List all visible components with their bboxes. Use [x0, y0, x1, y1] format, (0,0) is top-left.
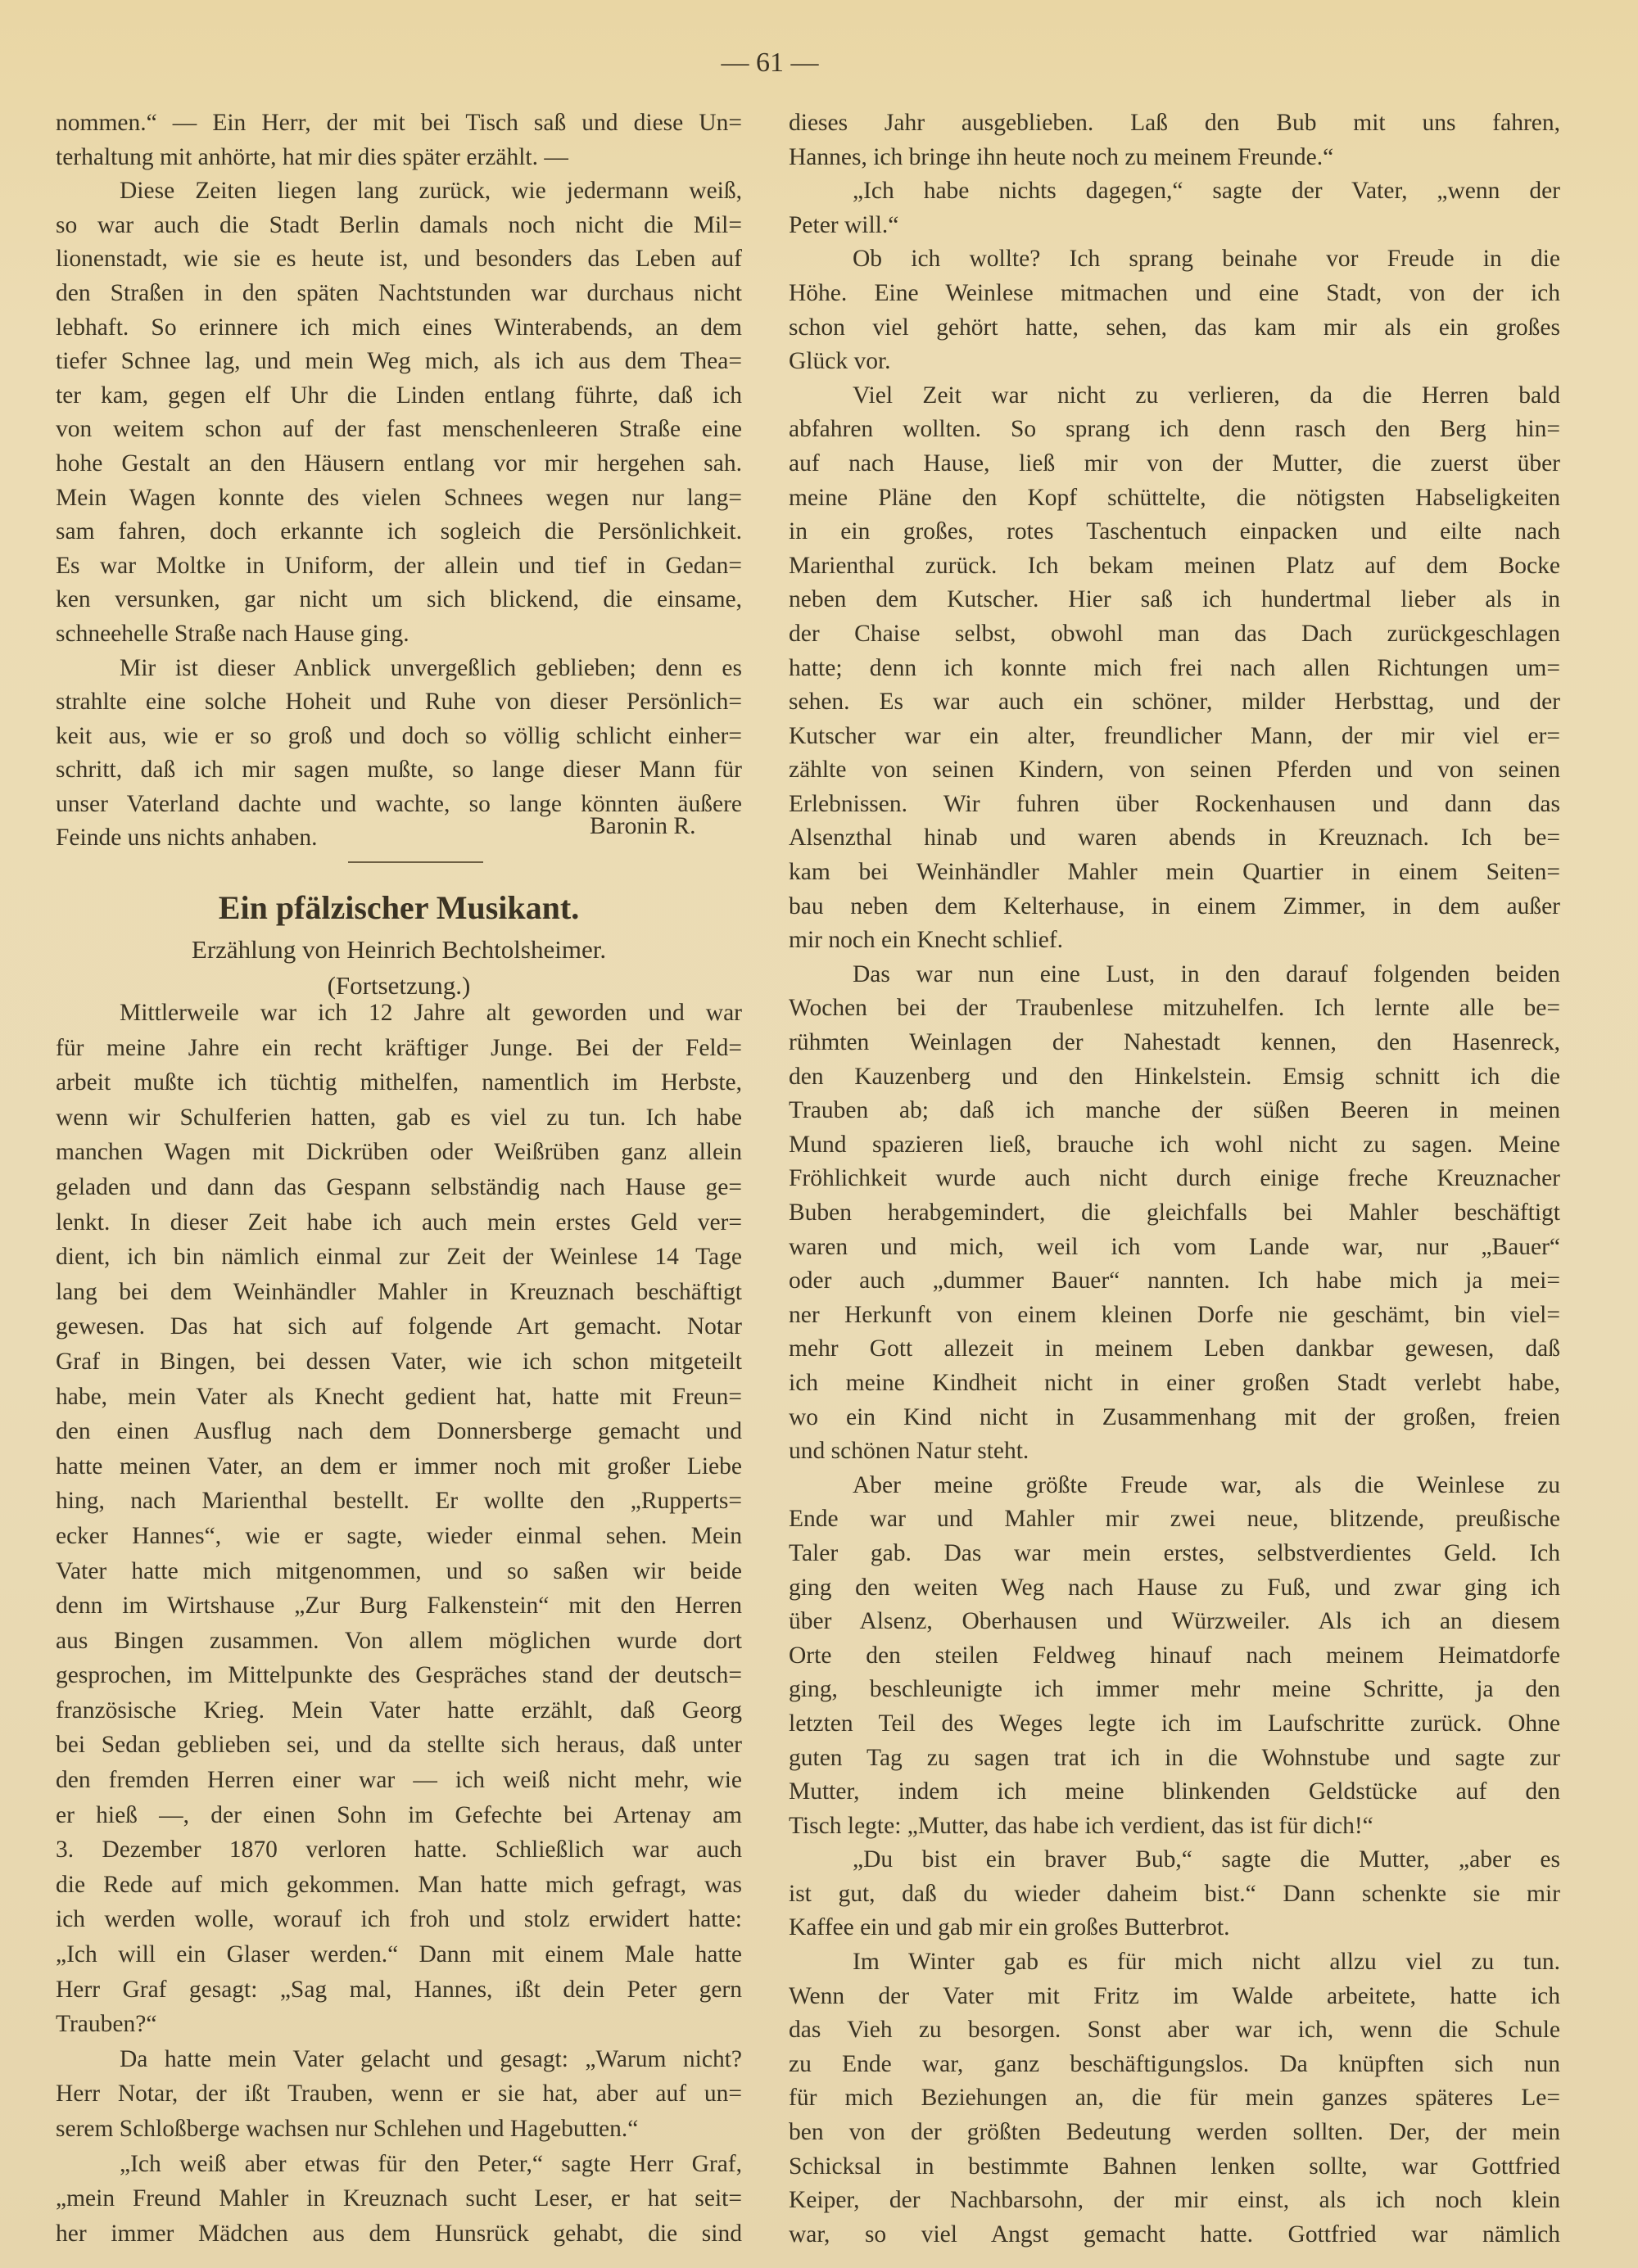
- text-line: Orte den steilen Feldweg hinauf nach meinem Heimatdorfe: [789, 1642, 1560, 1669]
- text-line: für meine Jahre ein recht kräftiger Junge. Bei der Feld=: [56, 1034, 742, 1061]
- text-line: hing, nach Marienthal bestellt. Er wollte den „Rupperts=: [56, 1488, 742, 1515]
- text-line: lenkt. In dieser Zeit habe ich auch mein erstes Geld ver=: [56, 1209, 742, 1236]
- text-line: strahlte eine solche Hoheit und Ruhe von dieser Persönlich=: [56, 689, 742, 716]
- text-line: Diese Zeiten liegen lang zurück, wie jedermann weiß,: [120, 178, 742, 205]
- text-line: ben von der größten Bedeutung werden sollten. Der, der mein: [789, 2119, 1560, 2146]
- text-line: der Chaise selbst, obwohl man das Dach zurückgeschlagen: [789, 620, 1560, 647]
- article-title: Ein pfälzischer Musikant.: [218, 889, 580, 926]
- text-line: Mein Wagen konnte des vielen Schnees wegen nur lang=: [56, 484, 742, 511]
- text-line: den fremden Herren einer war — ich weiß nicht mehr, wie: [56, 1767, 742, 1794]
- text-line: sam fahren, doch erkannte ich sogleich die Persönlichkeit.: [56, 518, 742, 545]
- text-line: kam bei Weinhändler Mahler mein Quartier in einem Seiten=: [789, 859, 1560, 886]
- text-line: Feinde uns nichts anhaben.: [56, 825, 318, 852]
- text-line: geladen und dann das Gespann selbständig nach Hause ge=: [56, 1173, 742, 1200]
- text-line: hatte meinen Vater, an dem er immer noch mit großer Liebe: [56, 1453, 742, 1480]
- text-line: den einen Ausflug nach dem Donnersberge gemacht und: [56, 1418, 742, 1445]
- text-line: Kaffee ein und gab mir ein großes Butterbrot.: [789, 1914, 1230, 1941]
- text-line: letzten Teil des Weges legte ich im Laufschritte zurück. Ohne: [789, 1710, 1560, 1737]
- text-line: französische Krieg. Mein Vater hatte erzählt, daß Georg: [56, 1696, 742, 1724]
- text-line: „Ich will ein Glaser werden.“ Dann mit einem Male hatte: [56, 1941, 742, 1968]
- paragraph: [789, 242, 1560, 378]
- text-line: ken versunken, gar nicht um sich blickend, die einsame,: [56, 586, 742, 613]
- text-line: Mund spazieren ließ, brauche ich wohl nicht zu sagen. Meine: [789, 1131, 1560, 1158]
- text-line: unser Vaterland dachte und wachte, so lange könnten äußere: [56, 790, 742, 817]
- text-line: den Kauzenberg und den Hinkelstein. Emsig schnitt ich die: [789, 1063, 1560, 1090]
- text-line: Graf in Bingen, bei dessen Vater, wie ich schon mitgeteilt: [56, 1348, 742, 1375]
- paragraph: [56, 2042, 742, 2147]
- text-line: für mich Beziehungen an, die für mein ganzes späteres Le=: [789, 2085, 1560, 2112]
- left-column-top: [56, 106, 742, 856]
- text-line: ging den weiten Weg nach Hause zu Fuß, und zwar ging ich: [789, 1574, 1560, 1601]
- signature: Baronin R.: [590, 813, 696, 839]
- paragraph: [789, 1469, 1560, 1844]
- text-line: Es war Moltke in Uniform, der allein und tief in Gedan=: [56, 552, 742, 579]
- text-line: serem Schloßberge wachsen nur Schlehen und Hagebutten.“: [56, 2116, 639, 2142]
- text-line: waren und mich, weil ich vom Lande war, nur „Bauer“: [789, 1233, 1560, 1260]
- text-line: ter kam, gegen elf Uhr die Linden entlang führte, daß ich: [56, 382, 742, 409]
- text-line: ging, beschleunigte ich immer mehr meine Schritte, ja den: [789, 1676, 1560, 1703]
- text-line: Alsenzthal hinab und waren abends in Kreuznach. Ich be=: [789, 825, 1560, 852]
- continuation-note: (Fortsetzung.): [327, 971, 471, 1000]
- text-line: dient, ich bin nämlich einmal zur Zeit der Weinlese 14 Tage: [56, 1244, 742, 1271]
- text-line: Aber meine größte Freude war, als die Weinlese zu: [853, 1471, 1560, 1498]
- text-line: meine Pläne den Kopf schüttelte, die nötigsten Habseligkeiten: [789, 484, 1560, 511]
- paragraph: [56, 174, 742, 651]
- text-line: Taler gab. Das war mein erstes, selbstverdientes Geld. Ich: [789, 1539, 1560, 1566]
- text-line: gewesen. Das hat sich auf folgende Art gemacht. Notar: [56, 1313, 742, 1340]
- text-line: Fröhlichkeit wurde auch nicht durch einige freche Kreuznacher: [789, 1165, 1560, 1192]
- paragraph: [789, 958, 1560, 1469]
- text-line: so war auch die Stadt Berlin damals noch nicht die Mil=: [56, 211, 742, 238]
- text-line: wenn wir Schulferien hatten, gab es viel zu tun. Ich habe: [56, 1104, 742, 1131]
- text-line: Hannes, ich bringe ihn heute noch zu meinem Freunde.“: [789, 143, 1334, 170]
- text-line: Schicksal in bestimmte Bahnen lenken sollte, war Gottfried: [789, 2153, 1560, 2180]
- text-line: oder auch „dummer Bauer“ nannten. Ich habe mich ja mei=: [789, 1267, 1560, 1294]
- text-line: „Ich weiß aber etwas für den Peter,“ sagte Herr Graf,: [120, 2150, 742, 2177]
- text-line: über Alsenz, Oberhausen und Würzweiler. Als ich an diesem: [789, 1608, 1560, 1635]
- paragraph: [789, 174, 1560, 242]
- page-number: — 61 —: [721, 47, 819, 78]
- text-line: terhaltung mit anhörte, hat mir dies später erzählt. —: [56, 143, 568, 170]
- text-line: Herr Graf gesagt: „Sag mal, Hannes, ißt dein Peter gern: [56, 1976, 742, 2003]
- text-line: ist gut, daß du wieder daheim bist.“ Dann schenkte sie mir: [789, 1880, 1560, 1907]
- text-line: Erlebnissen. Wir fuhren über Rockenhausen und dann das: [789, 790, 1560, 817]
- text-line: Ob ich wollte? Ich sprang beinahe vor Freude in die: [853, 246, 1560, 273]
- text-line: Im Winter gab es für mich nicht allzu viel zu tun.: [853, 1949, 1560, 1976]
- text-line: Ende war und Mahler mir zwei neue, blitzende, preußische: [789, 1506, 1560, 1533]
- text-line: gesprochen, im Mittelpunkte des Gespräches stand der deutsch=: [56, 1662, 742, 1689]
- text-line: lionenstadt, wie sie es heute ist, und besonders das Leben auf: [56, 246, 742, 273]
- text-line: Höhe. Eine Weinlese mitmachen und eine Stadt, von der ich: [789, 279, 1560, 306]
- text-line: Trauben ab; daß ich manche der süßen Beeren in meinen: [789, 1097, 1560, 1124]
- text-line: Mir ist dieser Anblick unvergeßlich geblieben; denn es: [120, 654, 742, 681]
- text-line: sehen. Es war auch ein schöner, milder Herbsttag, und der: [789, 689, 1560, 716]
- text-line: abfahren wollten. So sprang ich denn rasch den Berg hin=: [789, 416, 1560, 443]
- text-line: Mutter, indem ich meine blinkenden Geldstücke auf den: [789, 1778, 1560, 1805]
- text-line: Mittlerweile war ich 12 Jahre alt geworden und war: [120, 1000, 742, 1026]
- text-line: ner Herkunft von einem kleinen Dorfe nie geschämt, bin viel=: [789, 1301, 1560, 1328]
- text-line: tiefer Schnee lag, und mein Weg mich, als ich aus dem Thea=: [56, 348, 742, 375]
- text-line: und schönen Natur steht.: [789, 1438, 1029, 1465]
- text-line: „Du bist ein braver Bub,“ sagte die Mutter, „aber es: [853, 1846, 1560, 1873]
- text-line: Kutscher war ein alter, freundlicher Mann, der mir viel er=: [789, 722, 1560, 749]
- text-line: Vater hatte mich mitgenommen, und so saßen wir beide: [56, 1557, 742, 1584]
- section-divider: [348, 861, 483, 863]
- text-line: schneehelle Straße nach Hause ging.: [56, 620, 410, 647]
- text-line: neben dem Kutscher. Hier saß ich hundertmal lieber als in: [789, 586, 1560, 613]
- right-column: [789, 106, 1560, 2252]
- text-line: Wochen bei der Traubenlese mitzuhelfen. Ich lernte alle be=: [789, 995, 1560, 1022]
- paragraph: [56, 996, 742, 2042]
- text-line: Glück vor.: [789, 348, 891, 375]
- text-line: auf nach Hause, ließ mir von der Mutter, die zuerst über: [789, 450, 1560, 477]
- text-line: wo ein Kind nicht in Zusammenhang mit der großen, freien: [789, 1403, 1560, 1430]
- text-line: Peter will.“: [789, 211, 899, 238]
- text-line: Trauben?“: [56, 2011, 157, 2038]
- text-line: Buben herabgemindert, die gleichfalls bei Mahler beschäftigt: [789, 1200, 1560, 1226]
- text-line: die Rede auf mich gekommen. Man hatte mich gefragt, was: [56, 1871, 742, 1898]
- text-line: bau neben dem Kelterhause, in einem Zimmer, in dem außer: [789, 892, 1560, 919]
- text-line: her immer Mädchen aus dem Hunsrück gehabt, die sind: [56, 2220, 742, 2247]
- text-line: ich meine Kindheit nicht in einer großen Stadt verlebt habe,: [789, 1369, 1560, 1396]
- text-line: von weitem schon auf der fast menschenleeren Straße eine: [56, 416, 742, 443]
- text-line: das Vieh zu besorgen. Sonst aber war ich, wenn die Schule: [789, 2017, 1560, 2044]
- text-line: manchen Wagen mit Dickrüben oder Weißrüben ganz allein: [56, 1139, 742, 1166]
- text-line: „Ich habe nichts dagegen,“ sagte der Vater, „wenn der: [853, 178, 1560, 205]
- paragraph: [789, 379, 1560, 958]
- text-line: Das war nun eine Lust, in den darauf folgenden beiden: [853, 960, 1560, 987]
- text-line: arbeit mußte ich tüchtig mithelfen, namentlich im Herbste,: [56, 1069, 742, 1096]
- text-line: lang bei dem Weinhändler Mahler in Kreuznach beschäftigt: [56, 1278, 742, 1305]
- text-line: Tisch legte: „Mutter, das habe ich verdient, das ist für dich!“: [789, 1812, 1373, 1839]
- paragraph: [56, 2147, 742, 2252]
- text-line: schritt, daß ich mir sagen mußte, so lange dieser Mann für: [56, 757, 742, 784]
- text-line: zu Ende war, ganz beschäftigungslos. Da knüpften sich nun: [789, 2050, 1560, 2077]
- text-line: nommen.“ — Ein Herr, der mit bei Tisch saß und diese Un=: [56, 110, 742, 136]
- text-line: Keiper, der Nachbarsohn, der mir einst, als ich noch klein: [789, 2187, 1560, 2214]
- text-line: denn im Wirtshause „Zur Burg Falkenstein“ mit den Herren: [56, 1593, 742, 1620]
- text-line: den Straßen in den späten Nachtstunden war durchaus nicht: [56, 279, 742, 306]
- paragraph: [789, 1843, 1560, 1945]
- text-line: mir noch ein Knecht schlief.: [789, 927, 1064, 954]
- text-line: er hieß —, der einen Sohn im Gefechte bei Artenay am: [56, 1801, 742, 1828]
- text-line: aus Bingen zusammen. Von allem möglichen wurde dort: [56, 1627, 742, 1654]
- text-line: zählte von seinen Kindern, von seinen Pferden und von seinen: [789, 757, 1560, 784]
- text-line: guten Tag zu sagen trat ich in die Wohnstube und sagte zur: [789, 1744, 1560, 1771]
- text-line: lebhaft. So erinnere ich mich eines Winterabends, an dem: [56, 314, 742, 341]
- text-line: habe, mein Vater als Knecht gedient hat, hatte mit Freun=: [56, 1383, 742, 1410]
- text-line: rühmten Weinlagen der Nahestadt kennen, den Hasenreck,: [789, 1029, 1560, 1056]
- text-line: Da hatte mein Vater gelacht und gesagt: „Warum nicht?: [120, 2045, 742, 2072]
- paragraph: [789, 1945, 1560, 2252]
- text-line: 3. Dezember 1870 verloren hatte. Schließlich war auch: [56, 1837, 742, 1864]
- text-line: hohe Gestalt an den Häusern entlang vor mir hergehen sah.: [56, 450, 742, 477]
- text-line: dieses Jahr ausgeblieben. Laß den Bub mit uns fahren,: [789, 110, 1560, 136]
- text-line: ich werden wolle, worauf ich froh und stolz erwidert hatte:: [56, 1906, 742, 1933]
- text-line: in ein großes, rotes Taschentuch einpacken und eilte nach: [789, 518, 1560, 545]
- text-line: schon viel gehört hatte, sehen, das kam mir als ein großes: [789, 314, 1560, 341]
- text-line: Herr Notar, der ißt Trauben, wenn er sie hat, aber auf un=: [56, 2081, 742, 2108]
- paragraph: [789, 106, 1560, 174]
- text-line: ecker Hannes“, wie er sagte, wieder einmal sehen. Mein: [56, 1522, 742, 1549]
- text-line: keit aus, wie er so groß und doch so völlig schlicht einher=: [56, 722, 742, 749]
- paragraph: [56, 106, 742, 174]
- left-column-bottom: [56, 996, 742, 2251]
- text-line: war, so viel Angst gemacht hatte. Gottfried war nämlich: [789, 2221, 1560, 2248]
- text-line: Viel Zeit war nicht zu verlieren, da die Herren bald: [853, 382, 1560, 409]
- text-line: Wenn der Vater mit Fritz im Walde arbeitete, hatte ich: [789, 1982, 1560, 2009]
- text-line: bei Sedan geblieben sei, und da stellte sich heraus, daß unter: [56, 1732, 742, 1759]
- article-subtitle: Erzählung von Heinrich Bechtolsheimer.: [191, 935, 607, 964]
- text-line: „mein Freund Mahler in Kreuznach sucht Leser, er hat seit=: [56, 2185, 742, 2212]
- text-line: hatte; denn ich konnte mich frei nach allen Richtungen um=: [789, 654, 1560, 681]
- text-line: mehr Gott allezeit in meinem Leben dankbar gewesen, daß: [789, 1335, 1560, 1362]
- text-line: Marienthal zurück. Ich bekam meinen Platz auf dem Bocke: [789, 552, 1560, 579]
